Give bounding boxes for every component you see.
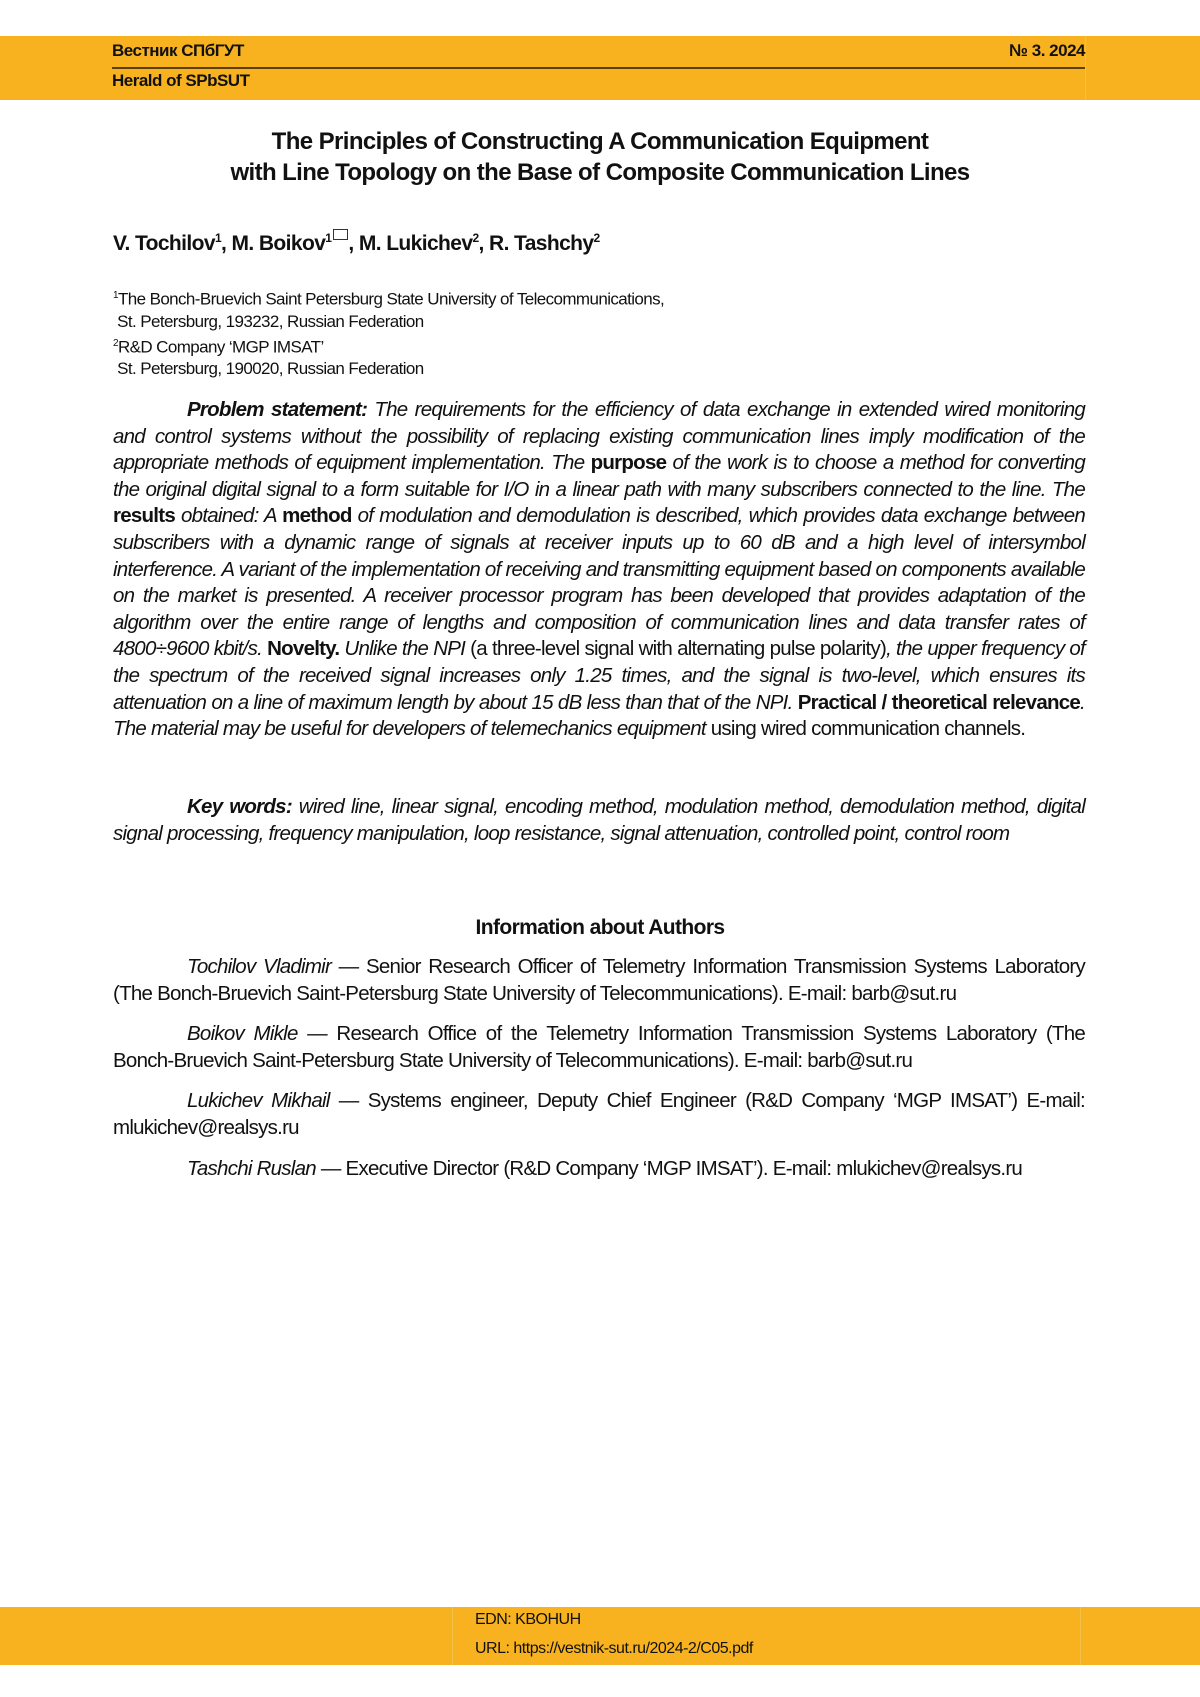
abstract-text: (a three-level signal with alternating pulse polarity) — [465, 637, 886, 660]
abstract-text: , the upper frequency of the spectrum of the received signal increases only 1.25 times, and the signal is two-level, which ensures its attenuation on a line of maximum length by about 15 dB less than that of the NPI. — [113, 637, 1085, 713]
abstract-text: obtained: A — [175, 504, 282, 527]
author-name: R. Tashchy — [489, 232, 593, 255]
header-rule — [112, 67, 1085, 69]
authors-info — [113, 954, 1085, 1196]
paper-url[interactable]: URL: https://vestnik-sut.ru/2024-2/C05.pdf — [475, 1640, 753, 1658]
envelope-icon[interactable] — [333, 229, 348, 240]
author-info-name: Tochilov Vladimir — [187, 955, 331, 978]
abstract — [113, 397, 1085, 743]
footer-divider — [452, 1607, 453, 1665]
label-method: method — [282, 504, 352, 527]
aff-mark: 2 — [594, 231, 600, 245]
author-name: M. Boikov — [232, 232, 326, 255]
affiliation-line: R&D Company ‘MGP IMSAT’ — [118, 337, 324, 356]
author-info-name: Tashchi Ruslan — [187, 1157, 316, 1180]
author-info-item — [113, 954, 1085, 1007]
label-results: results — [113, 504, 175, 527]
keywords-label: Key words: — [187, 795, 292, 818]
aff-mark: 1 — [113, 290, 118, 301]
aff-mark: 2 — [472, 231, 478, 245]
affiliation-line: St. Petersburg, 193232, Russian Federation — [117, 312, 424, 331]
footer-divider — [1080, 1607, 1081, 1665]
aff-mark: 2 — [113, 338, 118, 349]
affiliation-line: The Bonch-Bruevich Saint Petersburg State University of Telecommunications, — [118, 290, 664, 309]
author-info-name: Boikov Mikle — [187, 1022, 298, 1045]
affiliation-line: St. Petersburg, 190020, Russian Federation — [117, 359, 424, 378]
abstract-text: . The material may be useful for developers of telemechanics equipment — [113, 691, 1085, 741]
author-name: M. Lukichev — [359, 232, 473, 255]
authors-info-heading: Information about Authors — [0, 916, 1200, 940]
journal-name-ru: Вестник СПбГУТ — [112, 41, 244, 61]
paper-title — [0, 126, 1200, 188]
author-info-item — [113, 1021, 1085, 1074]
journal-header-band — [0, 36, 1200, 100]
author-info-name: Lukichev Mikhail — [187, 1089, 330, 1112]
abstract-text: of the work is to choose a method for converting the original digital signal to a form suitable for I/O in a linear path with many subscribers connected to the line. The — [113, 451, 1085, 501]
title-line-1: The Principles of Constructing A Communication Equipment — [0, 126, 1200, 157]
abstract-text: using wired communication channels. — [706, 717, 1025, 740]
journal-name-en: Herald of SPbSUT — [112, 71, 249, 91]
abstract-text: The requirements for the efficiency of data exchange in extended wired monitoring and control systems without the possibility of replacing existing communication lines imply modification of the appropriate methods of equipment implementation. The — [113, 398, 1085, 474]
aff-mark: 1 — [325, 231, 331, 245]
keywords — [113, 794, 1085, 847]
author-info-text: — Research Office of the Telemetry Information Transmission Systems Laboratory (The Bonch-Bruevich Saint-Petersburg State University of Telecommunications). E-mail: barb@sut.ru — [113, 1022, 1085, 1072]
affiliations — [113, 285, 664, 380]
abstract-text: Unlike the NPI — [339, 637, 465, 660]
label-novelty: Novelty. — [267, 637, 339, 660]
abstract-text: of modulation and demodulation is described, which provides data exchange between subscribers with a dynamic range of signals at receiver inputs up to 60 dB and a high level of intersymbol interference. A variant of the implementation of receiving and transmitting equipment based on components available on the market is presented. A receiver processor program has been developed that provides adaptation of the algorithm over the entire range of lengths and composition of communication lines and data transfer rates of 4800÷9600 kbit/s. — [113, 504, 1085, 660]
author-info-item — [113, 1088, 1085, 1141]
label-problem: Problem statement: — [187, 398, 367, 421]
author-info-text: — Senior Research Officer of Telemetry Information Transmission Systems Laboratory (The Bonch-Bruevich Saint-Petersburg State University of Telecommunications). E-mail: barb@sut.ru — [113, 955, 1085, 1005]
label-purpose: purpose — [591, 451, 667, 474]
author-name: V. Tochilov — [113, 232, 215, 255]
keywords-text: wired line, linear signal, encoding method, modulation method, demodulation method, digital signal processing, frequency manipulation, loop resistance, signal attenuation, controlled point, control room — [113, 795, 1085, 845]
author-info-item — [113, 1156, 1085, 1183]
label-relevance: Practical / theoretical relevance — [798, 691, 1080, 714]
author-list: V. Tochilov1, M. Boikov1 , M. Lukichev2, R. Tashchy2 — [113, 231, 600, 256]
title-line-2: with Line Topology on the Base of Composite Communication Lines — [0, 157, 1200, 188]
footer-band — [0, 1607, 1200, 1665]
header-divider — [1085, 36, 1086, 100]
aff-mark: 1 — [215, 231, 221, 245]
author-info-text: — Systems engineer, Deputy Chief Engineer (R&D Company ‘MGP IMSAT’) E-mail: mlukichev@realsys.ru — [113, 1089, 1085, 1139]
issue-number: № 3. 2024 — [1009, 41, 1085, 61]
author-info-text: — Executive Director (R&D Company ‘MGP IMSAT’). E-mail: mlukichev@realsys.ru — [316, 1157, 1022, 1180]
edn-code: EDN: KBOHUH — [475, 1611, 581, 1629]
